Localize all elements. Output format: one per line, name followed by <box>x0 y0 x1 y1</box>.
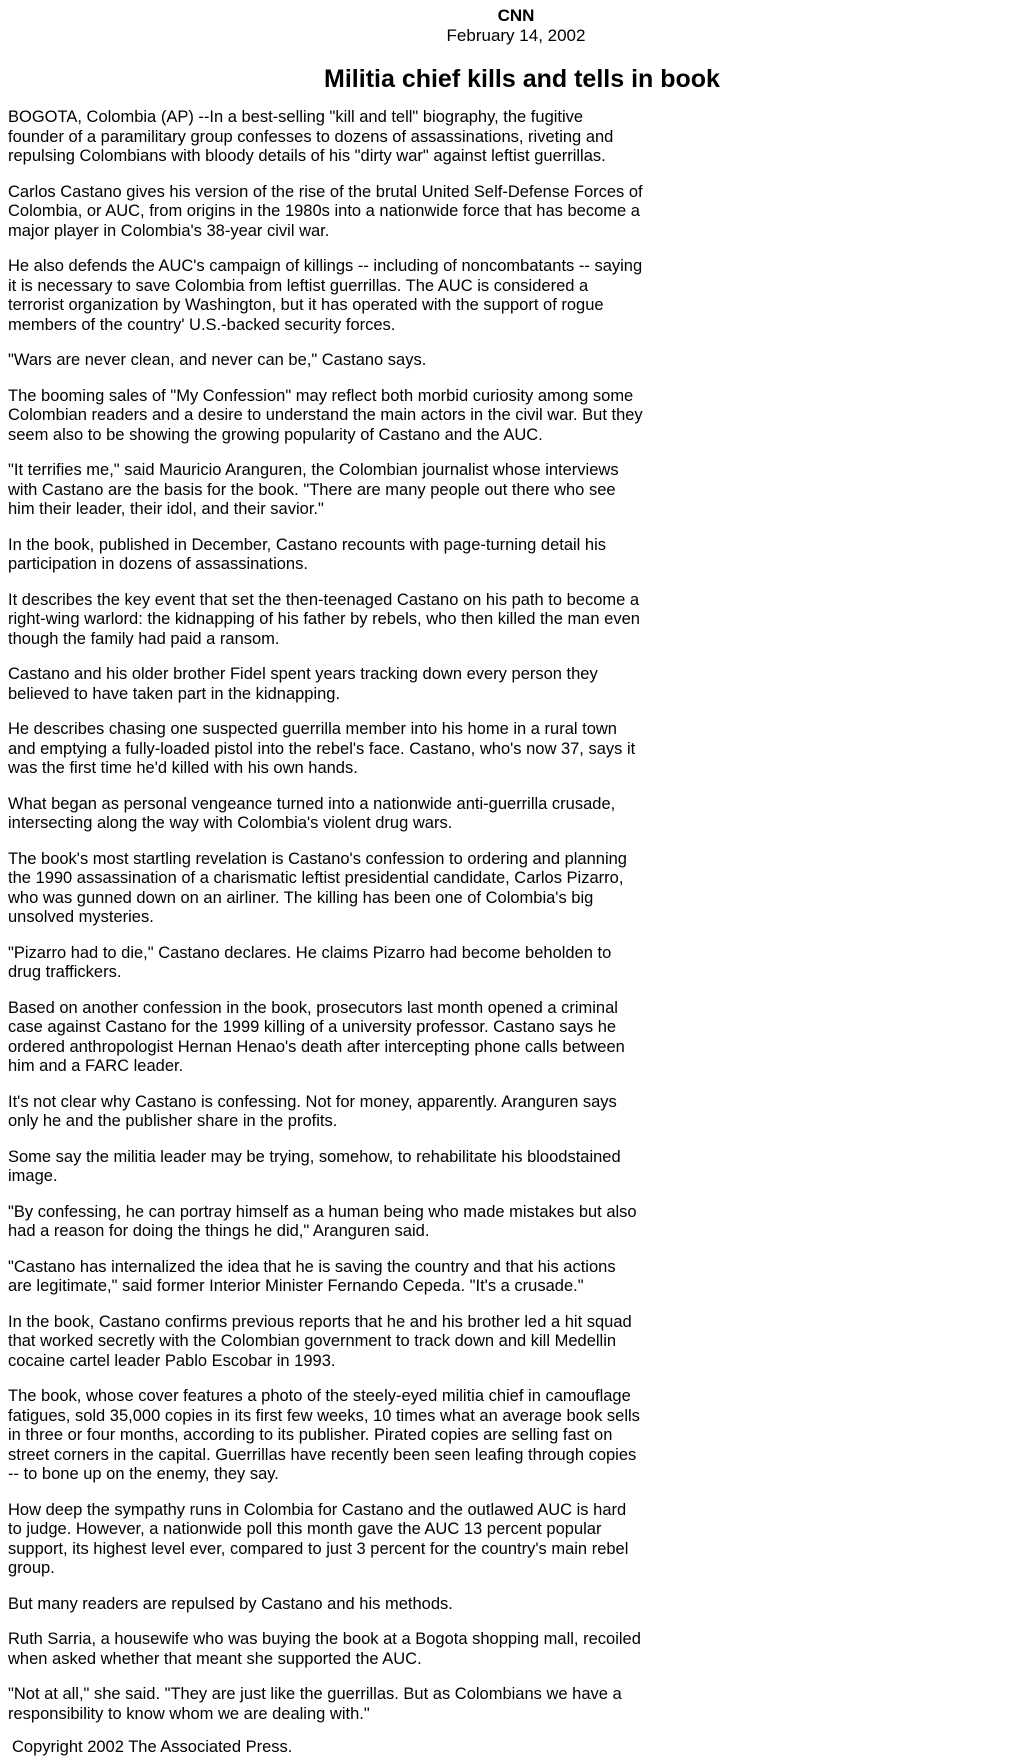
article-paragraph: "Castano has internalized the idea that he is saving the country and that his actions are legitimate," said former Interior Minister Fernando Cepeda. "It's a crusade." <box>8 1257 616 1295</box>
article-paragraph: "Pizarro had to die," Castano declares. He claims Pizarro had become beholden to drug traffickers. <box>8 943 612 981</box>
article-paragraph: The booming sales of "My Confession" may reflect both morbid curiosity among some Colombian readers and a desire to understand the main actors in the civil war. But they seem also to be showing the growing popularity of Castano and the AUC. <box>8 386 643 444</box>
article-paragraph: What began as personal vengeance turned into a nationwide anti-guerrilla crusade, intersecting along the way with Colombia's violent drug wars. <box>8 794 616 832</box>
article-body <box>8 108 643 1724</box>
article-paragraph: How deep the sympathy runs in Colombia for Castano and the outlawed AUC is hard to judge. However, a nationwide poll this month gave the AUC 13 percent popular support, its highest level ever, compared to just 3 percent for the country's main rebel group. <box>8 1500 629 1577</box>
article-headline: Militia chief kills and tells in book <box>324 65 720 93</box>
source-name: CNN <box>497 6 535 25</box>
article-paragraph: Based on another confession in the book, prosecutors last month opened a criminal case against Castano for the 1999 killing of a university professor. Castano says he ordered anthropologist Hernan Henao's death after intercepting phone calls between him and a FARC leader. <box>8 998 625 1075</box>
article-paragraph: "By confessing, he can portray himself as a human being who made mistakes but also had a reason for doing the things he did," Aranguren said. <box>8 1202 637 1240</box>
article-paragraph: Carlos Castano gives his version of the rise of the brutal United Self-Defense Forces of Colombia, or AUC, from origins in the 1980s into a nationwide force that has become a major player in Colombia's 38-year civil war. <box>8 182 643 240</box>
article-paragraph: It describes the key event that set the then-teenaged Castano on his path to become a right-wing warlord: the kidnapping of his father by rebels, who then killed the man even though the family had paid a ransom. <box>8 590 640 648</box>
article-paragraph: It's not clear why Castano is confessing. Not for money, apparently. Aranguren says only he and the publisher share in the profits. <box>8 1092 617 1130</box>
copyright-notice: Copyright 2002 The Associated Press. <box>12 1738 293 1756</box>
article-paragraph: Ruth Sarria, a housewife who was buying the book at a Bogota shopping mall, recoiled when asked whether that meant she supported the AUC. <box>8 1630 641 1668</box>
article-paragraph: The book's most startling revelation is Castano's confession to ordering and planning the 1990 assassination of a charismatic leftist presidential candidate, Carlos Pizarro, who was gunned down on an airliner. The killing has been one of Colombia's big unsolved mysteries. <box>8 849 627 926</box>
article-paragraph: "Not at all," she said. "They are just like the guerrillas. But as Colombians we have a responsibility to know whom we are dealing with." <box>8 1685 622 1723</box>
publication-date: February 14, 2002 <box>446 26 586 45</box>
article-paragraph: BOGOTA, Colombia (AP) --In a best-selling "kill and tell" biography, the fugitive founder of a paramilitary group confesses to dozens of assassinations, riveting and repulsing Colombians with bloody details of his "dirty war" against leftist guerrillas. <box>8 108 614 165</box>
article-paragraph: Castano and his older brother Fidel spent years tracking down every person they believed to have taken part in the kidnapping. <box>8 665 598 703</box>
article-paragraph: "It terrifies me," said Mauricio Aranguren, the Colombian journalist whose interviews with Castano are the basis for the book. "There are many people out there who see him their leader, their idol, and their savior." <box>8 461 619 518</box>
article-paragraph: The book, whose cover features a photo of the steely-eyed militia chief in camouflage fatigues, sold 35,000 copies in its first few weeks, 10 times what an average book sells in three or four months, according to its publisher. Pirated copies are selling fast on street corners in the capital. Guerrillas have recently been seen leafing through copies -- to bone up on the enemy, they say. <box>8 1387 640 1483</box>
article-paragraph: In the book, published in December, Castano recounts with page-turning detail his participation in dozens of assassinations. <box>8 535 607 573</box>
article-paragraph: He also defends the AUC's campaign of killings -- including of noncombatants -- saying it is necessary to save Colombia from leftist guerrillas. The AUC is considered a terrorist organization by Washington, but it has operated with the support of rogue members of the country' U.S.-backed security forces. <box>8 257 643 334</box>
article-paragraph: "Wars are never clean, and never can be," Castano says. <box>8 351 427 369</box>
article-paragraph: But many readers are repulsed by Castano and his methods. <box>8 1594 453 1613</box>
masthead <box>8 0 1024 46</box>
article-paragraph: In the book, Castano confirms previous reports that he and his brother led a hit squad that worked secretly with the Colombian government to track down and kill Medellin cocaine cartel leader Pablo Escobar in 1993. <box>8 1312 632 1370</box>
article-paragraph: Some say the militia leader may be trying, somehow, to rehabilitate his bloodstained image. <box>8 1147 621 1185</box>
article-paragraph: He describes chasing one suspected guerrilla member into his home in a rural town and emptying a fully-loaded pistol into the rebel's face. Castano, who's now 37, says it was the first time he'd killed with his own hands. <box>8 720 636 777</box>
